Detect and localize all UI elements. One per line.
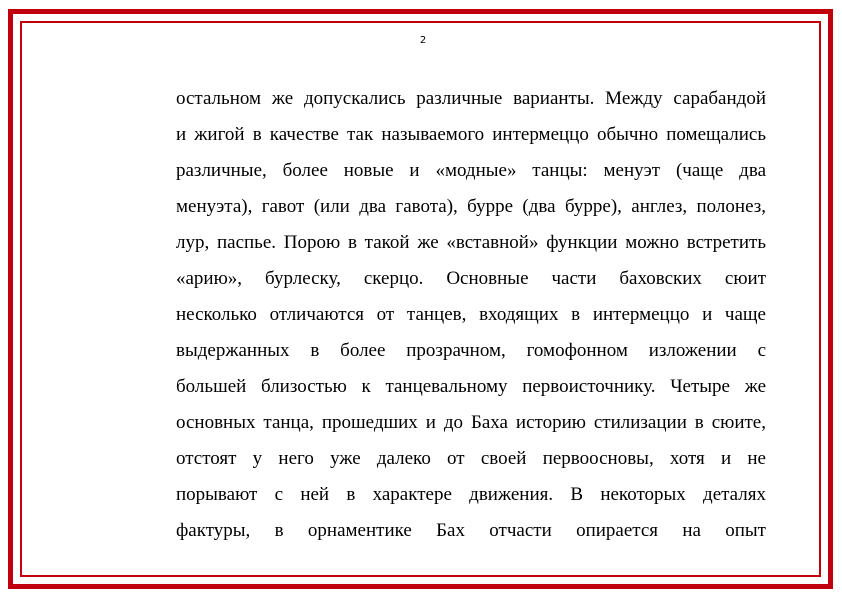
text-line: и жигой в качестве так называемого интермеццо обычно помещались <box>176 124 766 145</box>
text-line: большей близостью к танцевальному первоисточнику. Четыре же <box>176 376 766 397</box>
text-line: остальном же допускались различные варианты. Между сарабандой <box>176 88 766 109</box>
text-line: несколько отличаются от танцев, входящих в интермеццо и чаще <box>176 304 766 325</box>
text-line: лур, паспье. Порою в такой же «вставной» функции можно встретить <box>176 232 766 253</box>
text-line: «арию», бурлеску, скерцо. Основные части баховских сюит <box>176 268 766 289</box>
text-line: фактуры, в орнаментике Бах отчасти опирается на опыт <box>176 520 766 541</box>
text-line: различные, более новые и «модные» танцы: менуэт (чаще два <box>176 160 766 181</box>
text-line: основных танца, прошедших и до Баха историю стилизации в сюите, <box>176 412 766 433</box>
text-line: порывают с ней в характере движения. В некоторых деталях <box>176 484 766 505</box>
page-number: 2 <box>419 35 427 46</box>
text-line: отстоят у него уже далеко от своей первоосновы, хотя и не <box>176 448 766 469</box>
text-line: выдержанных в более прозрачном, гомофонном изложении с <box>176 340 766 361</box>
text-line: менуэта), гавот (или два гавота), бурре (два бурре), англез, полонез, <box>176 196 766 217</box>
body-text <box>176 84 766 552</box>
